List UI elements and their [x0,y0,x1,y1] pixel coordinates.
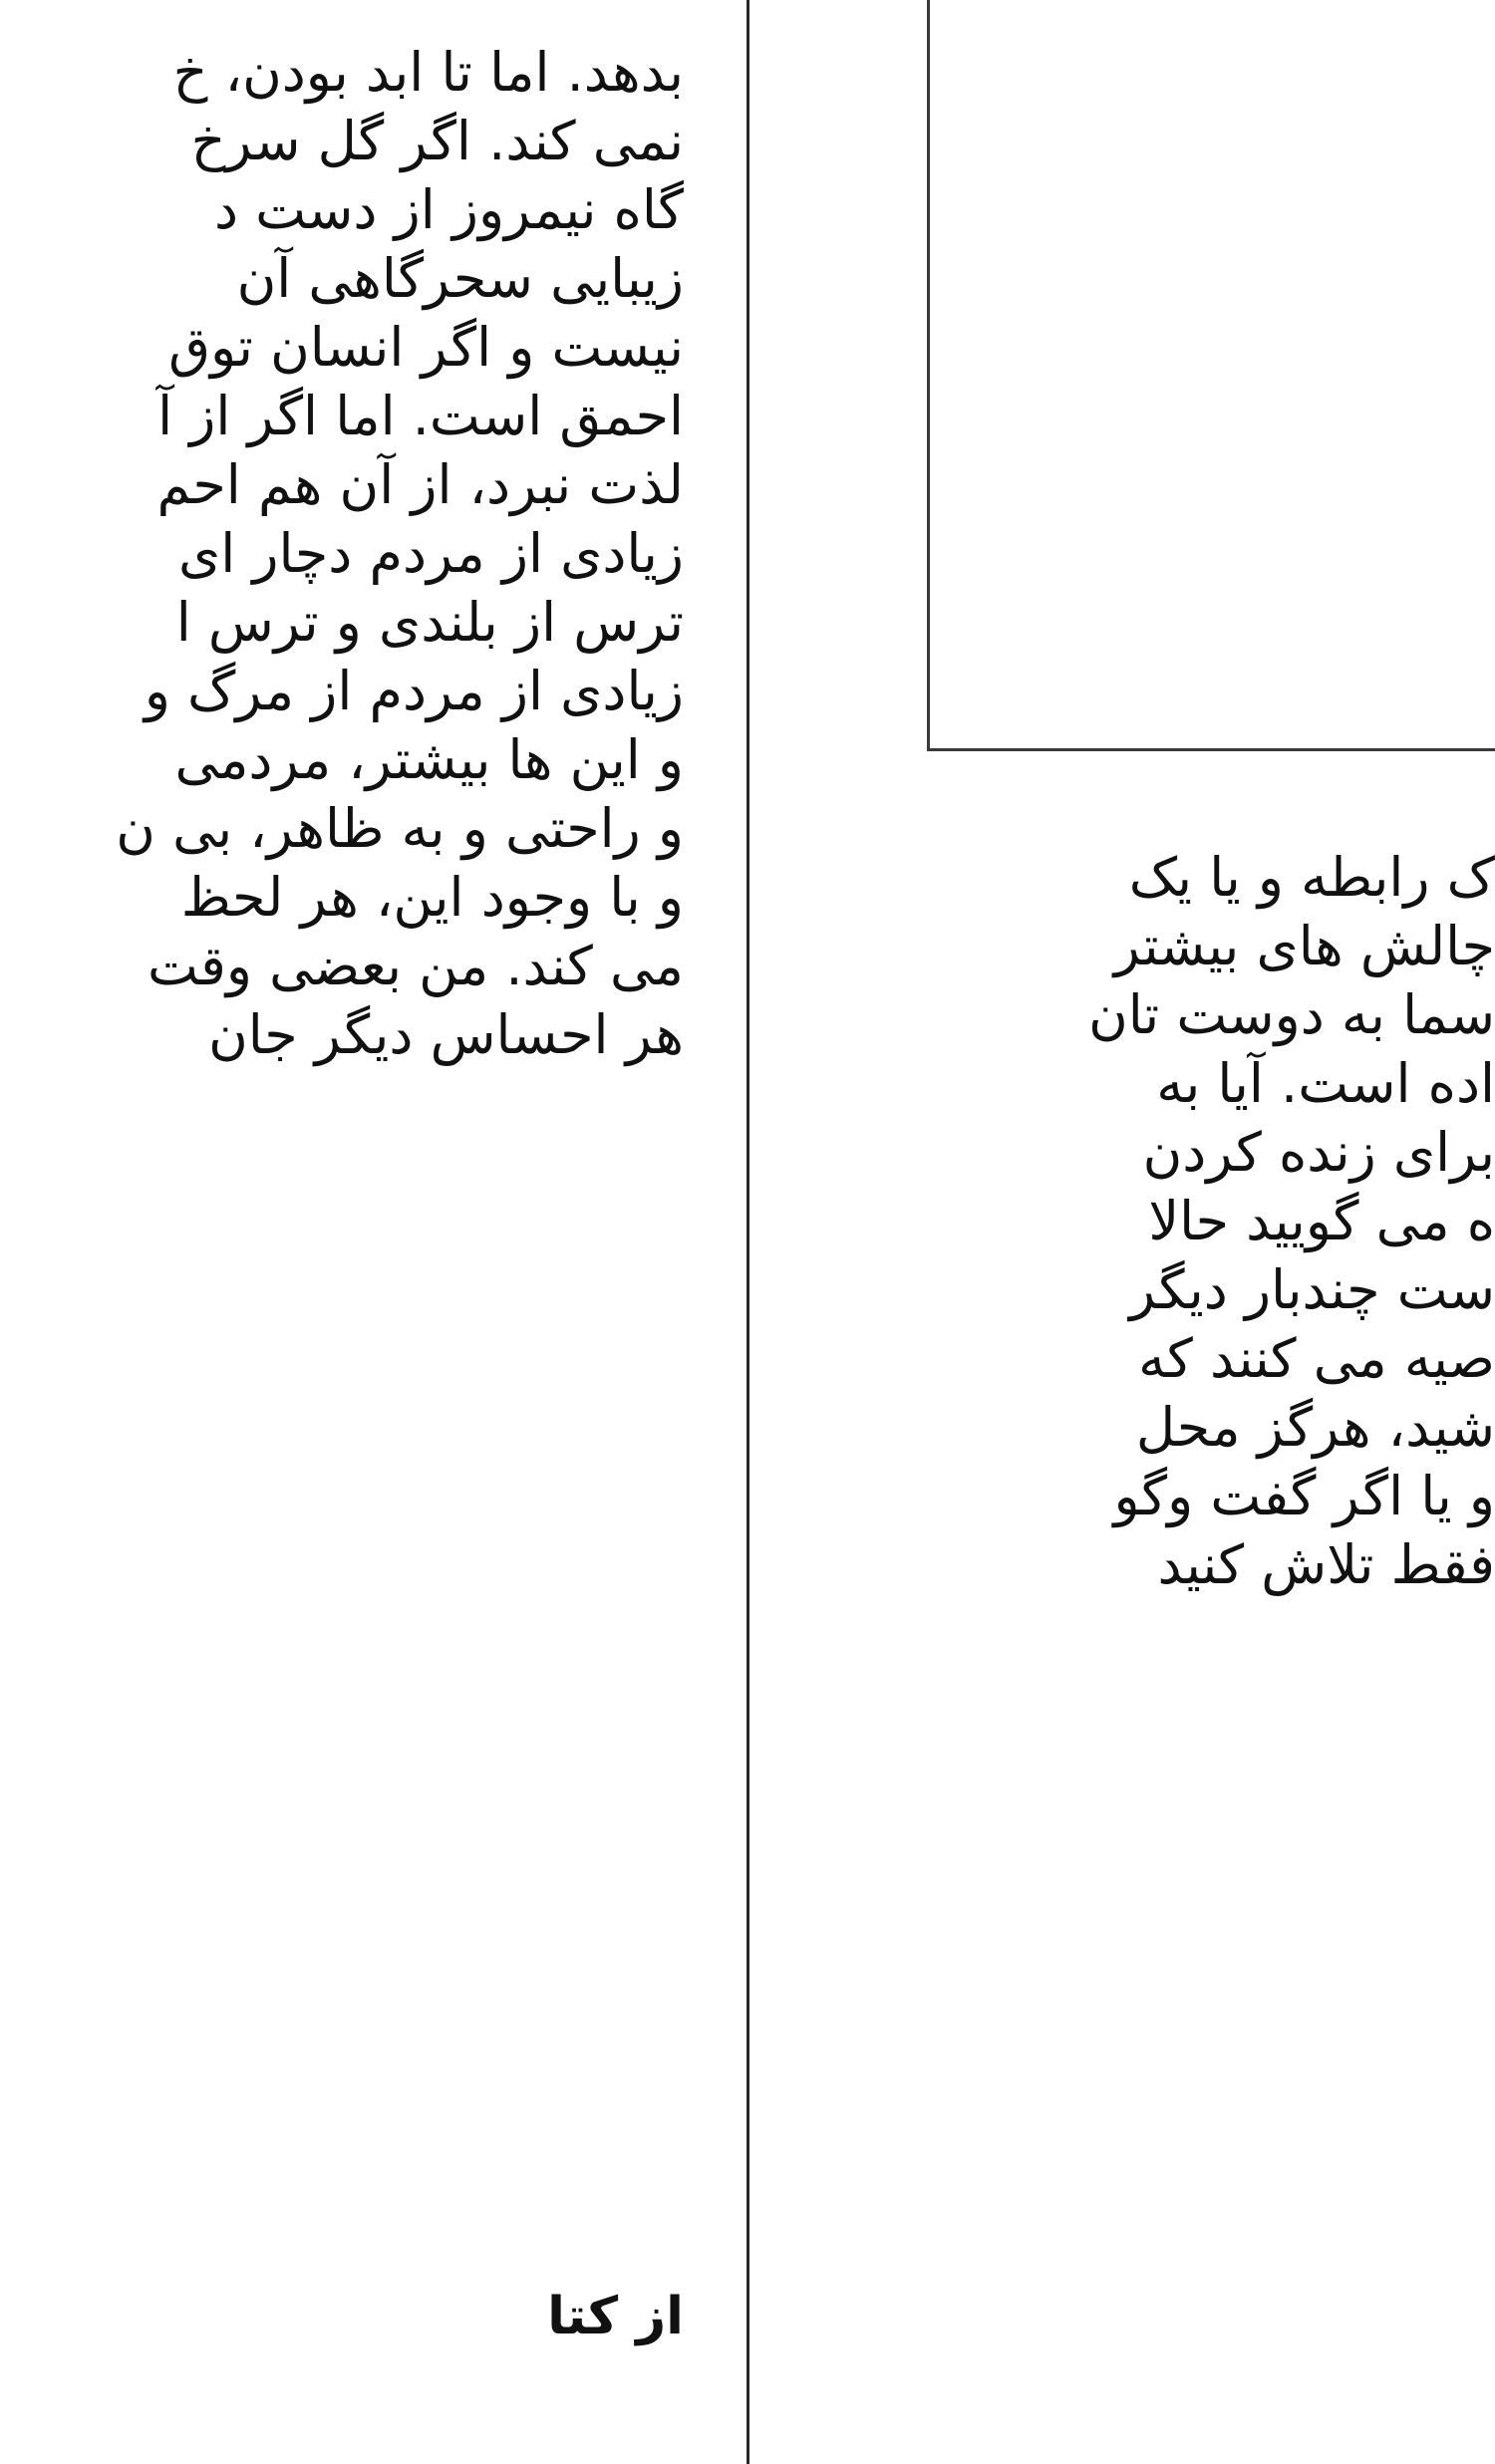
text-line: چالش های بیشتر [1113,915,1495,977]
text-line: زیادی از مردم دچار ای [177,522,684,585]
text-line: نیست و اگر انسان توق [168,316,684,379]
right-column [927,0,1495,2464]
right-column-text [927,843,1495,1599]
text-line: و این ها بیشتر، مردمی [174,728,684,791]
text-line: و راحتی و به ظاهر، بی ن [116,797,684,860]
text-line: اده است. آیا به [1156,1052,1495,1115]
left-column [0,0,684,2464]
text-line: گاه نیمروز از دست د [213,178,684,241]
text-line: هر احساس دیگر جان [208,1003,684,1066]
text-line: احمق است. اما اگر از آ [157,385,684,447]
text-line: فقط تلاش کنید [1157,1533,1495,1596]
text-line: و با وجود این، هر لحظ [180,866,684,929]
left-column-text [0,38,684,1069]
source-citation: از کتا [547,2287,684,2346]
text-line: زیادی از مردم از مرگ و [144,660,684,722]
text-line: شید، هرگز محل [1135,1396,1495,1459]
text-line: ست چندبار دیگر [1129,1258,1495,1321]
text-line: نمی کند. اگر گل سرخ [190,110,684,172]
text-line: سما به دوست تان [1088,983,1495,1046]
text-line: ه می گویید حالا [1148,1190,1495,1252]
text-line: لذت نبرد، از آن هم احم [156,453,684,516]
text-line: صیه می کنند که [1138,1327,1495,1390]
text-line: بدهد. اما تا ابد بودن، خ [172,41,684,104]
text-line: زیبایی سحرگاهی آن [236,247,684,310]
column-divider [747,0,749,2464]
text-line: ک رابطه و یا یک [1128,846,1495,909]
text-line: می کند. من بعضی وقت [148,935,684,997]
text-line: ترس از بلندی و ترس ا [175,591,684,654]
text-line: و یا اگر گفت وگو [1113,1465,1495,1527]
text-line: برای زنده کردن [1142,1121,1495,1184]
